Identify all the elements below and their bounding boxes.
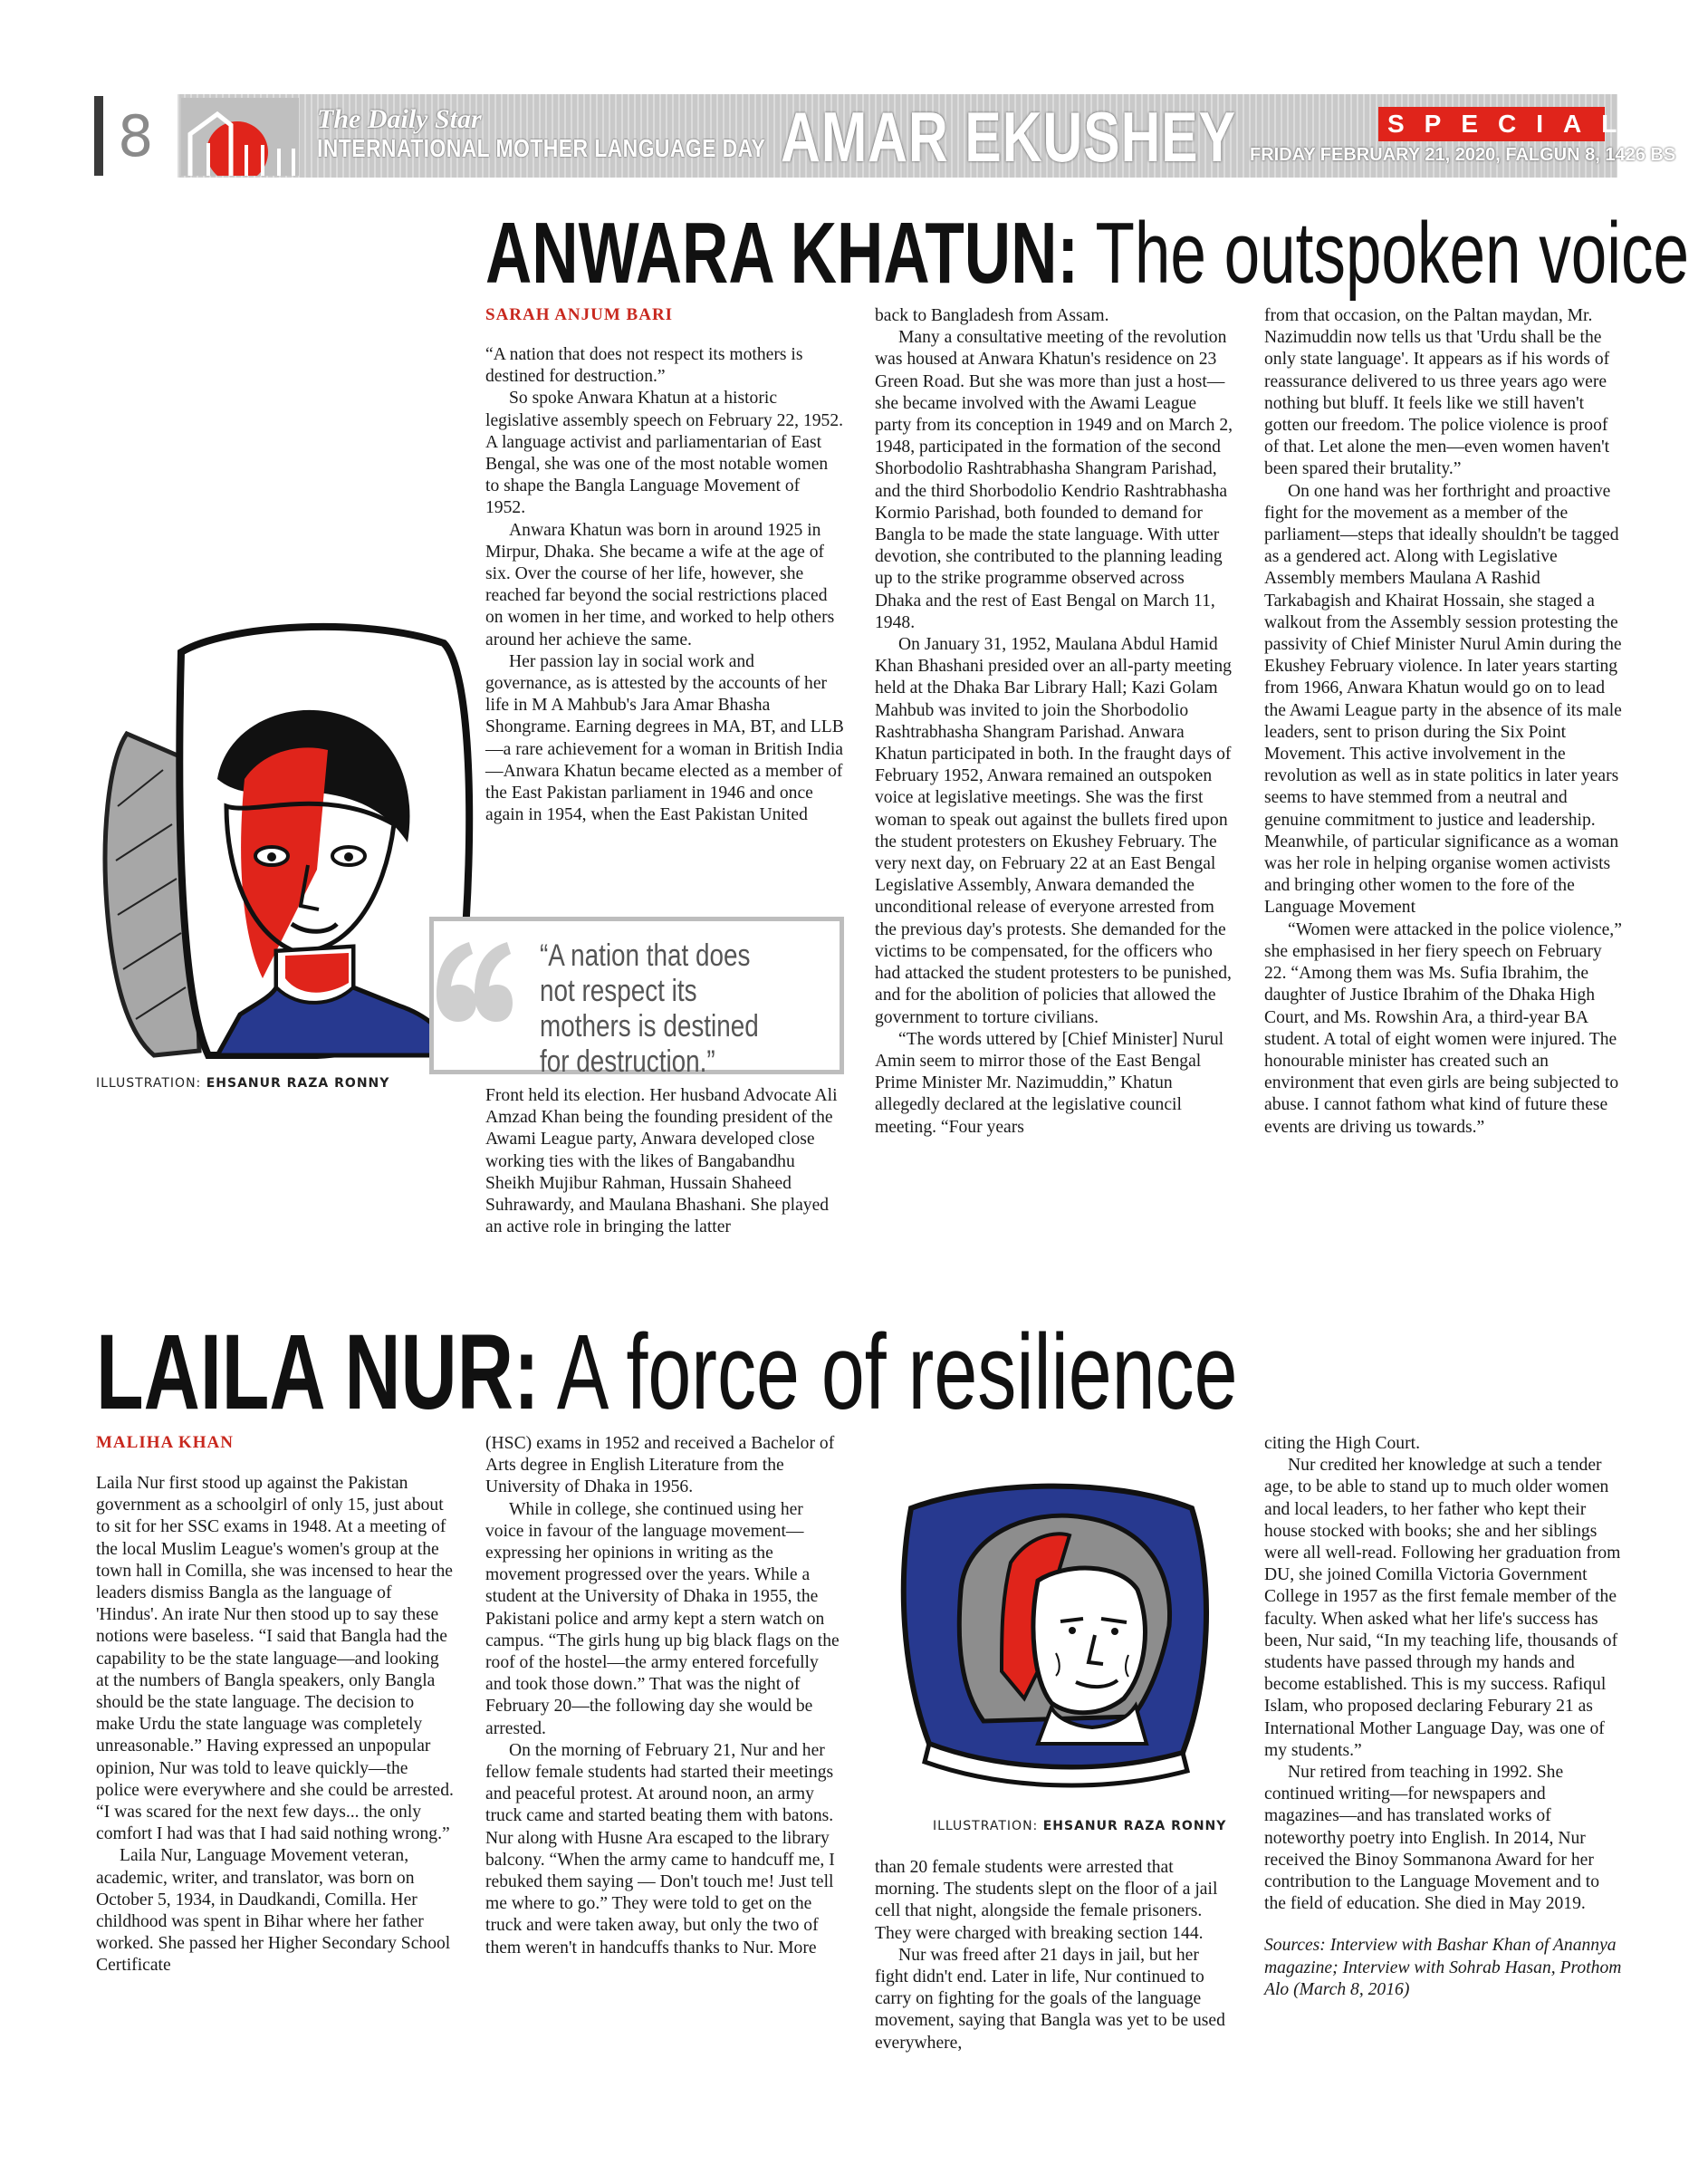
paragraph: Laila Nur, Language Movement veteran, academic, writer, and translator, was born on October 5, 1934, in Daudkandi, Comilla. Her childhood was spent in Bihar where her father worked. She passed her Higher Secondary School Certificate [96,1846,451,1976]
page-number: 8 [118,103,154,169]
paragraph: Nur was freed after 21 days in jail, but her fight didn't end. Later in life, Nur continued to carry on fighting for the goals of the language movement, saying that Bangla was yet to be used everywhere, [875,1945,1225,2053]
paragraph: back to Bangladesh from Assam. [875,306,1109,325]
paragraph: Anwara Khatun was born in around 1925 in Mirpur, Dhaka. She became a wife at the age of six. Over the course of her life, however, she reached far beyond the social restrictions placed on women in her time, and worked to help others around her achieve the same. [485,520,835,649]
article1-column-1 [485,344,844,826]
illustration-caption-2 [933,1819,1226,1833]
anwara-khatun-illustration [91,598,480,1069]
quotation-mark-icon [431,924,513,1033]
special-badge: SPECIAL [1378,107,1605,141]
caption-artist: EHSANUR RAZA RONNY [1042,1819,1227,1833]
article1-column-3 [1264,305,1623,1139]
paragraph: than 20 female students were arrested that morning. The students slept on the floor of a jail cell that night, alongside the female prisoners. They were charged with breaking section 144. [875,1858,1218,1943]
page-number-bar [94,96,103,176]
section-title: AMAR EKUSHEY [781,97,1236,177]
caption-artist: EHSANUR RAZA RONNY [206,1076,390,1091]
article2-column-1 [96,1473,455,1977]
paragraph: On one hand was her forthright and proactive fight for the movement as a member of the parliament—steps that ideally shouldn't be tagged as a gendered act. Along with Legislative Assembly members Maulana A Rashid Tarkabagish and Khairat Hossain, she staged a walkout from the Assembly session protesting the passivity of Chief Minister Nurul Amin during the Ekushey February violence. In later years starting from 1966, Anwara Khatun would go on to lead the Awami League party in the absence of its male leaders, sent to prison during the Six Point Movement. This active involvement in the revolution as well as in state politics in later years seems to have stemmed from a neutral and genuine commitment to justice and leadership. Meanwhile, of particular significance as a woman was her role in helping organise women activists and bringing other women to the fore of the Language Movement [1264,481,1622,918]
caption-label: ILLUSTRATION: [933,1819,1043,1833]
headline-laila [96,1313,1238,1432]
headline-tagline: The outspoken voice [1079,205,1690,302]
paper-name: The Daily Star [317,104,482,134]
illustration-caption-1 [96,1076,389,1091]
pull-quote: “A nation that does not respect its mothers is destined for destruction.” [540,938,759,1079]
headline-tagline: A force of resilience [539,1313,1238,1432]
sources-note: Sources: Interview with Bashar Khan of Anannya magazine; Interview with Sohrab Hasan, Prothom Alo (March 8, 2016) [1264,1936,1622,1999]
article2-column-2 [485,1433,844,1959]
section-day: INTERNATIONAL MOTHER LANGUAGE DAY [317,134,766,162]
paragraph: On the morning of February 21, Nur and her fellow female students had started their meetings and peaceful protest. At around noon, an army truck came and started beating them with batons. Nur along with Husne Ara escaped to the library balcony. “When the army came to handcuff me, I rebuked them saying — Don't touch me! Just tell me where to go.” They were told to get on the truck and were taken away, but only the two of them weren't in handcuffs thanks to Nur. More [485,1740,835,1958]
paragraph: (HSC) exams in 1952 and received a Bachelor of Arts degree in English Literature from the University of Dhaka in 1956. [485,1434,835,1497]
headline-name: ANWARA KHATUN: [485,205,1079,302]
byline-anwara: SARAH ANJUM BARI [485,305,674,324]
paragraph: Laila Nur first stood up against the Pakistan government as a schoolgirl of only 15, just about to sit for her SSC exams in 1948. At a meeting of the local Muslim League's women's group at the town hall in Comilla, she was incensed to hear the leaders dismiss Bangla as the language of 'Hindus'. An irate Nur then stood up to say these notions were baseless. “I said that Bangla had the capability to be the state language—and looking at the numbers of Bangla speakers, only Bangla should be the state language. The decision to make Urdu the state language was completely unreasonable.” Having expressed an unpopular opinion, Nur was told to leave quickly—the police were everywhere and she could be arrested. “I was scared for the next few days... the only comfort I had was that I had said nothing wrong.” [96,1474,454,1844]
paragraph: Nur retired from teaching in 1992. She continued writing—for newspapers and magazines—and has translated works of noteworthy poetry into English. In 2014, Nur received the Binoy Sommanona Award for her contribution to the Language Movement and to the field of education. She died in May 2019. [1264,1763,1600,1914]
byline-laila: MALIHA KHAN [96,1433,234,1452]
paragraph: from that occasion, on the Paltan maydan, Mr. Nazimuddin now tells us that 'Urdu shall be the only state language'. It appears as if his words of reassurance delivered to us three years ago were nothing but bluff. It feels like we still haven't gotten our freedom. The police violence is proof of that. Let alone the men—even women haven't been spared their brutality.” [1264,306,1610,479]
paragraph: “Women were attacked in the police violence,” she emphasised in her fiery speech on February 22. “Among them was Ms. Sufia Ibrahim, the daughter of Justice Ibrahim of the Dhaka High Court, and Ms. Rowshin Ara, a third-year BA student. A total of eight women were injured. The honourable minister has created such an environment that even girls are being subjected to abuse. I cannot fathom what kind of future these events are driving us towards.” [1264,919,1622,1137]
paragraph: So spoke Anwara Khatun at a historic legislative assembly speech on February 22, 1952. A language activist and parliamentarian of East Bengal, she was one of the most notable women to shape the Bangla Language Movement of 1952. [485,389,844,518]
article2-column-4 [1264,1433,1623,2001]
paragraph: While in college, she continued using her voice in favour of the language movement—expressing her opinions in writing as the movement progressed over the years. While a student at the University of Dhaka in 1955, the Pakistani police and army kept a stern watch on campus. “The girls hung up big black flags on the roof of the hostel—the army entered forcefully and took those down.” That was the night of February 20—the following day she would be arrested. [485,1499,840,1738]
paragraph: Front held its election. Her husband Advocate Ali Amzad Khan being the founding president of the Awami League party, Anwara developed close working ties with the likes of Bangabandhu Sheikh Mujibur Rahman, Hussain Shaheed Suhrawardy, and Maulana Bhashani. She played an active role in bringing the latter [485,1086,838,1237]
headline-name: LAILA NUR: [96,1313,540,1432]
paragraph: Her passion lay in social work and governance, as is attested by the accounts of her life in M A Mahbub's Jara Amar Bhasha Shongrame. Earning degrees in MA, BT, and LLB—a rare achievement for a woman in British India—Anwara Khatun became elected as a member of the East Pakistan parliament in 1946 and once again in 1954, when the East Pakistan United [485,651,844,825]
paragraph: Many a consultative meeting of the revolution was housed at Anwara Khatun's residence on 23 Green Road. But she was more than just a host—she became involved with the Awami League party from its conception in 1949 and on March 2, 1948, participated in the formation of the second Shorbodolio Rashtrabhasha Shangram Parishad, and the third Shorbodolio Kendrio Rashtrabhasha Kormio Parishad, both founded to demand for Bangla to be made the state language. With utter devotion, she contributed to the planning leading up to the strike programme observed across Dhaka and the rest of East Bengal on March 11, 1948. [875,328,1233,632]
article1-column-1-bottom [485,1085,844,1238]
article2-column-3 [875,1857,1233,2054]
paragraph: Nur credited her knowledge at such a tender age, to be able to stand up to much older women and local leaders, to her father who kept their house stocked with books; she and her siblings were all well-read. Following her graduation from DU, she joined Comilla Victoria Government College in 1957 as the first female member of the faculty. When asked what her life's success has been, Nur said, “In my teaching life, thousands of students have passed through my hands and become established. This is my success. Rafiqul Islam, who proposed declaring Feburary 21 as International Mother Language Day, was one of my students.” [1264,1456,1621,1760]
article1-column-2 [875,305,1233,1139]
issue-date: FRIDAY FEBRUARY 21, 2020, FALGUN 8, 1426 BS [1250,145,1676,165]
paragraph: On January 31, 1952, Maulana Abdul Hamid Khan Bhashani presided over an all-party meeting held at the Dhaka Bar Library Hall; Kazi Golam Mahbub was invited to join the Shorbodolio Rashtrabhasha Shangram Parishad. Anwara Khatun participated in both. In the fraught days of February 1952, Anwara remained an outspoken voice at legislative meetings. She was the first woman to speak out against the bullets fired upon the student protesters on Ekushey February. The very next day, on February 22 at an East Bengal Legislative Assembly, Anwara demanded the unconditional release of everyone arrested from the previous day's protests. She demanded for the victims to be compensated, for the officers who had attacked the student protesters to be punished, and for the abolition of policies that allowed the government to torture civilians. [875,635,1232,1027]
paragraph: citing the High Court. [1264,1434,1420,1453]
paragraph: “The words uttered by [Chief Minister] Nurul Amin seem to mirror those of the East Bengal Prime Minister Mr. Nazimuddin,” Khatun allegedly declared at the legislative council meeting. “Four years [875,1029,1224,1137]
shaheed-minar-icon [181,98,299,176]
laila-nur-illustration [875,1445,1237,1825]
headline-anwara [485,205,1690,302]
paragraph: “A nation that does not respect its mothers is destined for destruction.” [485,345,803,387]
caption-label: ILLUSTRATION: [96,1076,206,1091]
